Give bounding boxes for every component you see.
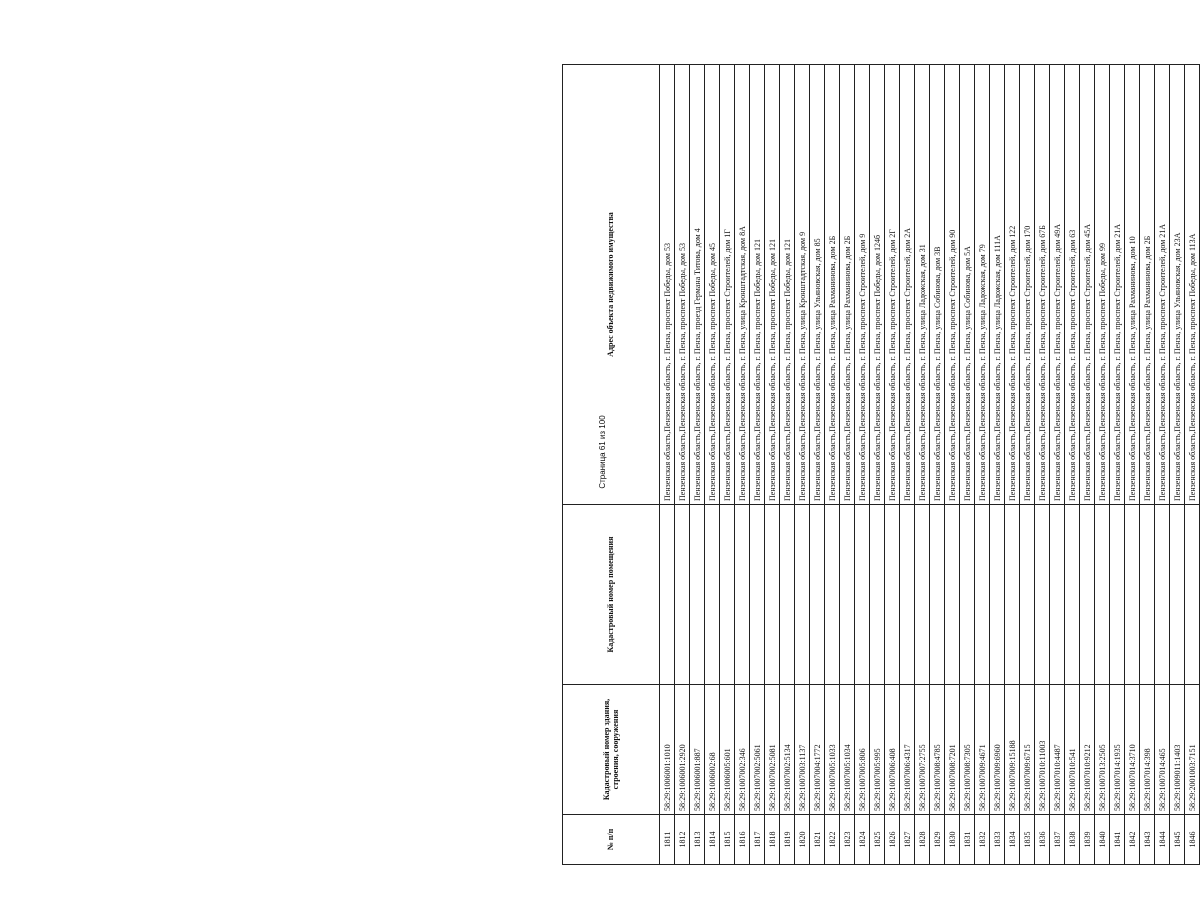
table-body <box>660 65 1200 865</box>
cell-premises-cadastral <box>720 505 735 685</box>
cell-premises-cadastral <box>885 505 900 685</box>
cell-address: Пензенская область,Пензенская область, г. Пенза, улица Рахманинова, дом 10 <box>1125 65 1140 505</box>
cell-number: 1825 <box>870 815 885 865</box>
cell-address: Пензенская область,Пензенская область, г. Пенза, проспект Победы, дом 99 <box>1095 65 1110 505</box>
cell-premises-cadastral <box>990 505 1005 685</box>
table-row <box>1080 65 1095 865</box>
cell-building-cadastral: 58:29:1007010:541 <box>1065 685 1080 815</box>
cell-premises-cadastral <box>765 505 780 685</box>
cell-premises-cadastral <box>915 505 930 685</box>
cell-address: Пензенская область,Пензенская область, г. Пенза, улица Рахманинова, дом 2Б <box>825 65 840 505</box>
table-row <box>780 65 795 865</box>
cell-building-cadastral: 58:29:1007006:408 <box>885 685 900 815</box>
cell-number: 1816 <box>735 815 750 865</box>
cell-building-cadastral: 58:29:1007005:806 <box>855 685 870 815</box>
cell-building-cadastral: 58:29:1009011:1403 <box>1170 685 1185 815</box>
cell-premises-cadastral <box>1095 505 1110 685</box>
cell-premises-cadastral <box>870 505 885 685</box>
header-address: Адрес объекта недвижимого имущества <box>563 65 660 505</box>
cell-premises-cadastral <box>1035 505 1050 685</box>
cell-number: 1845 <box>1170 815 1185 865</box>
cell-premises-cadastral <box>1185 505 1200 685</box>
cell-building-cadastral: 58:29:1007007:2755 <box>915 685 930 815</box>
cell-building-cadastral: 58:29:1007009:6715 <box>1020 685 1035 815</box>
cell-building-cadastral: 58:29:1007010:11003 <box>1035 685 1050 815</box>
cell-building-cadastral: 58:29:1007002:5134 <box>780 685 795 815</box>
cell-number: 1826 <box>885 815 900 865</box>
cell-address: Пензенская область,Пензенская область, г. Пенза, улица Ладожская, дом 31 <box>915 65 930 505</box>
table-row <box>1095 65 1110 865</box>
cell-building-cadastral: 58:29:1006002:68 <box>705 685 720 815</box>
table-row <box>1050 65 1065 865</box>
cell-address: Пензенская область,Пензенская область, г. Пенза, проспект Строителей, дом 2Г <box>885 65 900 505</box>
cell-building-cadastral: 58:29:1007002:5081 <box>765 685 780 815</box>
cell-premises-cadastral <box>1050 505 1065 685</box>
cell-address: Пензенская область,Пензенская область, г. Пенза, проспект Строителей, дом 49А <box>1050 65 1065 505</box>
cell-address: Пензенская область,Пензенская область, г. Пенза, проспект Строителей, дом 2А <box>900 65 915 505</box>
cell-building-cadastral: 58:29:1006001:887 <box>690 685 705 815</box>
cell-premises-cadastral <box>855 505 870 685</box>
cell-building-cadastral: 58:29:1007014:465 <box>1155 685 1170 815</box>
cell-number: 1838 <box>1065 815 1080 865</box>
cell-number: 1832 <box>975 815 990 865</box>
cell-building-cadastral: 58:29:1007009:15188 <box>1005 685 1020 815</box>
table-row <box>1110 65 1125 865</box>
table-row <box>660 65 675 865</box>
table-row <box>1065 65 1080 865</box>
cell-premises-cadastral <box>1005 505 1020 685</box>
cell-building-cadastral: 58:29:1007010:4487 <box>1050 685 1065 815</box>
cell-building-cadastral: 58:29:1007010:9212 <box>1080 685 1095 815</box>
table-row <box>945 65 960 865</box>
table-row <box>960 65 975 865</box>
cell-address: Пензенская область,Пензенская область, г. Пенза, улица Собинова, дом 3В <box>930 65 945 505</box>
cell-premises-cadastral <box>930 505 945 685</box>
cell-address: Пензенская область,Пензенская область, г. Пенза, улица Ладожская, дом 111А <box>990 65 1005 505</box>
cell-premises-cadastral <box>1080 505 1095 685</box>
table-row <box>855 65 870 865</box>
cell-address: Пензенская область,Пензенская область, г. Пенза, проспект Победы, дом 53 <box>660 65 675 505</box>
table-row <box>930 65 945 865</box>
cell-number: 1831 <box>960 815 975 865</box>
cell-address: Пензенская область,Пензенская область, г. Пенза, проспект Строителей, дом 67Б <box>1035 65 1050 505</box>
table-row <box>1125 65 1140 865</box>
cell-building-cadastral: 58:29:1007014:1935 <box>1110 685 1125 815</box>
cell-address: Пензенская область,Пензенская область, г. Пенза, проспект Победы, дом 121 <box>765 65 780 505</box>
cell-building-cadastral: 58:29:1006001:1010 <box>660 685 675 815</box>
cell-number: 1812 <box>675 815 690 865</box>
cell-building-cadastral: 58:29:1007008:7305 <box>960 685 975 815</box>
cell-address: Пензенская область,Пензенская область, г. Пенза, улица Ульяновская, дом 23А <box>1170 65 1185 505</box>
cell-number: 1818 <box>765 815 780 865</box>
cell-address: Пензенская область,Пензенская область, г. Пенза, проспект Победы, дом 53 <box>675 65 690 505</box>
cell-building-cadastral: 58:29:1007008:7201 <box>945 685 960 815</box>
cell-number: 1833 <box>990 815 1005 865</box>
table-row <box>990 65 1005 865</box>
cell-premises-cadastral <box>945 505 960 685</box>
cell-premises-cadastral <box>825 505 840 685</box>
cell-number: 1814 <box>705 815 720 865</box>
cell-premises-cadastral <box>840 505 855 685</box>
cell-premises-cadastral <box>795 505 810 685</box>
table-row <box>885 65 900 865</box>
cell-building-cadastral: 58:29:1006001:2920 <box>675 685 690 815</box>
table-row <box>720 65 735 865</box>
cell-address: Пензенская область,Пензенская область, г. Пенза, проспект Победы, дом 113А <box>1185 65 1200 505</box>
cell-address: Пензенская область,Пензенская область, г. Пенза, улица Ладожская, дом 79 <box>975 65 990 505</box>
table-row <box>1005 65 1020 865</box>
cell-building-cadastral: 58:29:1007004:1772 <box>810 685 825 815</box>
cell-address: Пензенская область,Пензенская область, г. Пенза, улица Кронштадтская, дом 9 <box>795 65 810 505</box>
cell-premises-cadastral <box>660 505 675 685</box>
table-row <box>750 65 765 865</box>
cell-premises-cadastral <box>810 505 825 685</box>
cell-address: Пензенская область,Пензенская область, г. Пенза, проспект Строителей, дом 1Г <box>720 65 735 505</box>
cell-number: 1823 <box>840 815 855 865</box>
table-row <box>795 65 810 865</box>
table-row <box>1185 65 1200 865</box>
table-row <box>765 65 780 865</box>
cell-premises-cadastral <box>1170 505 1185 685</box>
cell-address: Пензенская область,Пензенская область, г. Пенза, проспект Строителей, дом 21А <box>1110 65 1125 505</box>
cell-number: 1834 <box>1005 815 1020 865</box>
cell-address: Пензенская область,Пензенская область, г. Пенза, проспект Победы, дом 124б <box>870 65 885 505</box>
cell-building-cadastral: 58:29:1007006:4317 <box>900 685 915 815</box>
cell-premises-cadastral <box>975 505 990 685</box>
cell-number: 1844 <box>1155 815 1170 865</box>
cell-building-cadastral: 58:29:1007003:1137 <box>795 685 810 815</box>
cell-address: Пензенская область,Пензенская область, г. Пенза, улица Собинова, дом 5А <box>960 65 975 505</box>
cell-building-cadastral: 58:29:1007009:6960 <box>990 685 1005 815</box>
header-building-cadastral: Кадастровый номер здания, строения, сооружения <box>563 685 660 815</box>
table-row <box>1170 65 1185 865</box>
cell-address: Пензенская область,Пензенская область, г. Пенза, улица Рахманинова, дом 2Б <box>840 65 855 505</box>
cell-number: 1846 <box>1185 815 1200 865</box>
cell-premises-cadastral <box>780 505 795 685</box>
cell-number: 1840 <box>1095 815 1110 865</box>
cell-premises-cadastral <box>1065 505 1080 685</box>
table-row <box>690 65 705 865</box>
cell-number: 1839 <box>1080 815 1095 865</box>
cell-number: 1819 <box>780 815 795 865</box>
header-premises-cadastral: Кадастровый номер помещения <box>563 505 660 685</box>
cell-address: Пензенская область,Пензенская область, г. Пенза, проезд Германа Титова, дом 4 <box>690 65 705 505</box>
cell-premises-cadastral <box>900 505 915 685</box>
cell-building-cadastral: 58:29:1007014:3710 <box>1125 685 1140 815</box>
cell-address: Пензенская область,Пензенская область, г. Пенза, проспект Победы, дом 45 <box>705 65 720 505</box>
cell-building-cadastral: 58:29:1007009:4671 <box>975 685 990 815</box>
cell-address: Пензенская область,Пензенская область, г. Пенза, проспект Строителей, дом 63 <box>1065 65 1080 505</box>
cell-building-cadastral: 58:29:2001003:7151 <box>1185 685 1200 815</box>
table-row <box>870 65 885 865</box>
cell-premises-cadastral <box>705 505 720 685</box>
table-row <box>1155 65 1170 865</box>
table-row <box>675 65 690 865</box>
cell-number: 1842 <box>1125 815 1140 865</box>
cell-building-cadastral: 58:29:1007005:1033 <box>825 685 840 815</box>
cell-number: 1824 <box>855 815 870 865</box>
table-row <box>900 65 915 865</box>
table-row <box>1020 65 1035 865</box>
cell-premises-cadastral <box>750 505 765 685</box>
cell-number: 1827 <box>900 815 915 865</box>
cell-number: 1828 <box>915 815 930 865</box>
page-number: Страница 61 из 100 <box>598 415 607 489</box>
cell-number: 1820 <box>795 815 810 865</box>
cell-number: 1821 <box>810 815 825 865</box>
table-row <box>810 65 825 865</box>
cell-number: 1817 <box>750 815 765 865</box>
cell-number: 1837 <box>1050 815 1065 865</box>
cell-number: 1811 <box>660 815 675 865</box>
cell-building-cadastral: 58:29:1007014:398 <box>1140 685 1155 815</box>
cell-premises-cadastral <box>690 505 705 685</box>
cell-number: 1815 <box>720 815 735 865</box>
table-header-row <box>563 65 660 865</box>
table-row <box>975 65 990 865</box>
table-row <box>825 65 840 865</box>
cell-number: 1830 <box>945 815 960 865</box>
cell-premises-cadastral <box>1125 505 1140 685</box>
cell-building-cadastral: 58:29:1007002:5061 <box>750 685 765 815</box>
cell-number: 1835 <box>1020 815 1035 865</box>
cell-number: 1813 <box>690 815 705 865</box>
cell-address: Пензенская область,Пензенская область, г. Пенза, улица Ульяновская, дом 85 <box>810 65 825 505</box>
cell-building-cadastral: 58:29:1007013:2505 <box>1095 685 1110 815</box>
cell-address: Пензенская область,Пензенская область, г. Пенза, проспект Строителей, дом 170 <box>1020 65 1035 505</box>
cell-building-cadastral: 58:29:1007005:1034 <box>840 685 855 815</box>
cell-premises-cadastral <box>960 505 975 685</box>
cell-address: Пензенская область,Пензенская область, г. Пенза, проспект Строителей, дом 9 <box>855 65 870 505</box>
cell-building-cadastral: 58:29:1007002:346 <box>735 685 750 815</box>
table-row <box>915 65 930 865</box>
cell-building-cadastral: 58:29:1007008:4785 <box>930 685 945 815</box>
table-row <box>1140 65 1155 865</box>
cell-number: 1843 <box>1140 815 1155 865</box>
table-row <box>1035 65 1050 865</box>
cell-number: 1836 <box>1035 815 1050 865</box>
cell-premises-cadastral <box>735 505 750 685</box>
table-row <box>705 65 720 865</box>
cell-address: Пензенская область,Пензенская область, г. Пенза, улица Рахманинова, дом 2Б <box>1140 65 1155 505</box>
cell-address: Пензенская область,Пензенская область, г. Пенза, проспект Строителей, дом 45А <box>1080 65 1095 505</box>
header-number: № п/п <box>563 815 660 865</box>
property-table <box>562 64 1200 865</box>
table-row <box>735 65 750 865</box>
cell-premises-cadastral <box>675 505 690 685</box>
cell-address: Пензенская область,Пензенская область, г. Пенза, проспект Строителей, дом 90 <box>945 65 960 505</box>
cell-building-cadastral: 58:29:1006005:601 <box>720 685 735 815</box>
cell-premises-cadastral <box>1020 505 1035 685</box>
cell-address: Пензенская область,Пензенская область, г. Пенза, проспект Строителей, дом 21А <box>1155 65 1170 505</box>
cell-number: 1841 <box>1110 815 1125 865</box>
cell-address: Пензенская область,Пензенская область, г. Пенза, улица Кронштадтская, дом 8А <box>735 65 750 505</box>
cell-number: 1829 <box>930 815 945 865</box>
cell-address: Пензенская область,Пензенская область, г. Пенза, проспект Победы, дом 121 <box>750 65 765 505</box>
cell-number: 1822 <box>825 815 840 865</box>
cell-building-cadastral: 58:29:1007005:995 <box>870 685 885 815</box>
cell-premises-cadastral <box>1140 505 1155 685</box>
cell-address: Пензенская область,Пензенская область, г. Пенза, проспект Победы, дом 121 <box>780 65 795 505</box>
cell-address: Пензенская область,Пензенская область, г. Пенза, проспект Строителей, дом 122 <box>1005 65 1020 505</box>
cell-premises-cadastral <box>1155 505 1170 685</box>
rotated-page-content <box>562 65 1197 865</box>
table-row <box>840 65 855 865</box>
cell-premises-cadastral <box>1110 505 1125 685</box>
